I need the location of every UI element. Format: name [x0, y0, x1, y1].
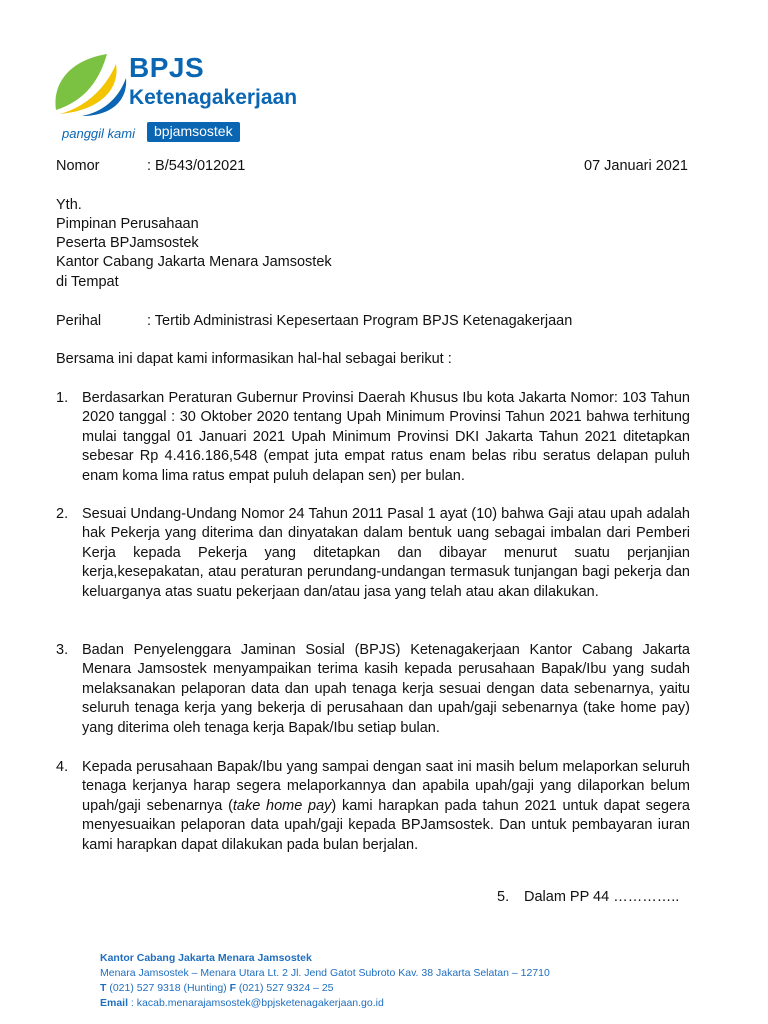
continuation-number: 5.: [497, 889, 510, 905]
tagline-badge: bpjamsostek: [147, 122, 240, 142]
continuation-text: Dalam PP 44 …………..: [524, 889, 680, 905]
item-text: Berdasarkan Peraturan Gubernur Provinsi Daerah Khusus Ibu kota Jakarta Nomor: 103 Tahun 2020 tanggal : 30 Oktober 2020 tentang Upah Minimum Provinsi Tahun 2021 bahwa terhitung mulai tanggal 01 Januari 2021 Upah Minimum Provinsi DKI Jakarta Tahun 2021 ditetapkan sebesar Rp 4.416.186,548 (empat juta empat ratus enam belas ribu seratus delapan puluh enam koma lima ratus empat puluh delapan sen) per bulan.: [82, 390, 690, 484]
phone-label: T: [100, 982, 107, 994]
item-text: Badan Penyelenggara Jaminan Sosial (BPJS) Ketenagakerjaan Kantor Cabang Jakarta Menara Jamsostek menyampaikan terima kasih kepada perusahaan Bapak/Ibu yang sudah melaksanakan pelaporan data dan upah tenaga kerja sesuai dengan data sebenarnya, yaitu seluruh tenaga kerja yang bekerja di perusahaan dan upah/gaji sebenarnya (take home pay) yang diterima oleh tenaga kerja Bapak/Ibu setiap bulan.: [82, 642, 690, 736]
item-text: Sesuai Undang-Undang Nomor 24 Tahun 2011 Pasal 1 ayat (10) bahwa Gaji atau upah adalah hak Pekerja yang diterima dan dinyatakan dalam bentuk uang sebagai imbalan dari Pemberi Kerja kepada Pekerja yang ditetapkan dan dibayar menurut suatu perjanjian kerja,kesepakatan, atau peraturan perundang-undangan termasuk tunjangan bagi pekerja dan keluarganya atas suatu pekerjaan dan/atau jasa yang telah atau akan dilakukan.: [82, 506, 690, 600]
letter-footer: [100, 951, 550, 1011]
recipient-line: Yth.: [56, 197, 82, 213]
item-text-part: Kepada perusahaan Bapak/Ibu yang sampai dengan saat ini masih belum melaporkan seluruh tenaga kerjanya harap segera melaporkannya dan apabila upah/gaji yang dilaporkan belum upah/gaji sebenarnya (: [82, 759, 690, 814]
email-label: Email: [100, 997, 129, 1009]
item-number: 3.: [56, 642, 69, 658]
footer-contacts: [100, 981, 550, 996]
item-number: 2.: [56, 506, 69, 522]
intro-text: Bersama ini dapat kami informasikan hal-hal sebagai berikut :: [56, 351, 452, 367]
nomor-label: Nomor: [56, 158, 100, 174]
tagline-prefix: panggil kami: [62, 126, 135, 141]
letter-date: 07 Januari 2021: [584, 158, 688, 174]
footer-address: Menara Jamsostek – Menara Utara Lt. 2 Jl. Jend Gatot Subroto Kav. 38 Jakarta Selatan – 12710: [100, 967, 550, 979]
brand-name: BPJS: [129, 52, 205, 83]
perihal-value: : Tertib Administrasi Kepesertaan Program BPJS Ketenagakerjaan: [147, 313, 573, 329]
item-text-part: ) kami harapkan pada tahun 2021 untuk dapat segera menyesuaikan pelaporan data upah/gaji kepada BPJamsostek. Dan untuk pembayaran iuran kami harapkan dapat dilakukan pada bulan berjalan.: [82, 797, 690, 853]
item-text-italic: take home pay: [232, 797, 332, 814]
brand-subtitle: Ketenagakerjaan: [129, 86, 298, 109]
footer-office: Kantor Cabang Jakarta Menara Jamsostek: [100, 952, 312, 964]
phone-number: (021) 527 9318 (Hunting): [106, 982, 230, 994]
recipient-line: Kantor Cabang Jakarta Menara Jamsostek: [56, 254, 332, 270]
recipient-line: Pimpinan Perusahaan: [56, 216, 199, 232]
footer-email-line: [100, 996, 550, 1011]
nomor-value: : B/543/012021: [147, 158, 246, 174]
perihal-label: Perihal: [56, 313, 102, 329]
recipient-line: di Tempat: [56, 274, 119, 290]
leaf-logo-icon: [52, 48, 132, 118]
fax-label: F: [229, 982, 237, 994]
item-text: [82, 758, 690, 855]
bpjs-logo: [52, 48, 312, 148]
item-number: 4.: [56, 759, 69, 775]
email-address[interactable]: : kacab.menarajamsostek@bpjsketenagakerjaan.go.id: [128, 997, 384, 1009]
recipient-line: Peserta BPJamsostek: [56, 235, 199, 251]
fax-number: (021) 527 9324 – 25: [236, 982, 334, 994]
item-number: 1.: [56, 390, 69, 406]
